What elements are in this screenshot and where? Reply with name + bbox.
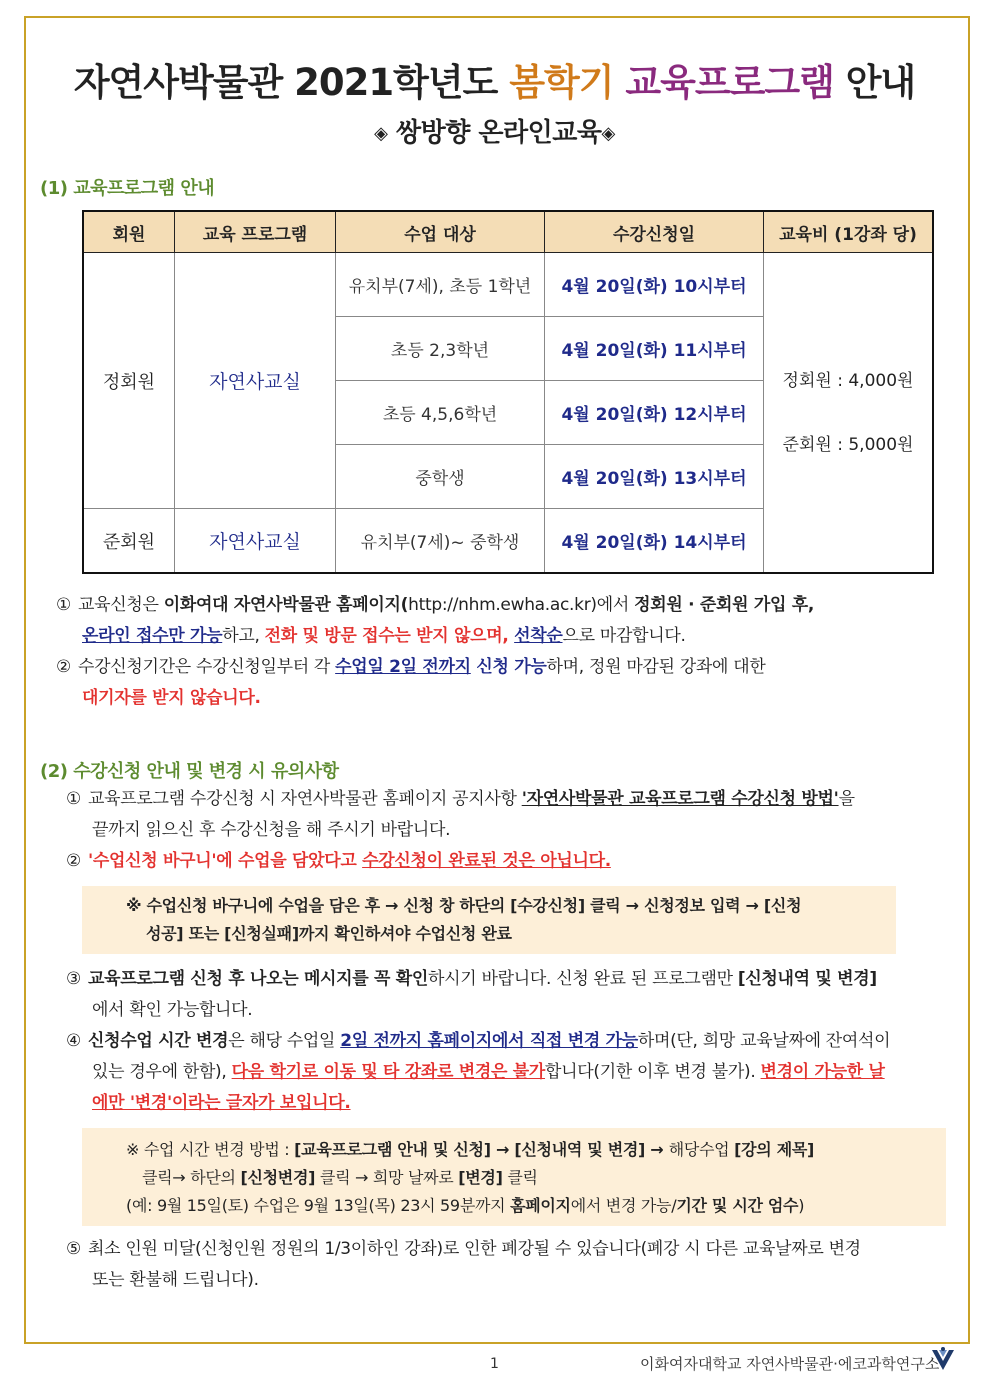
signup-date: 4월 20일(화) 10시부터 [545,253,764,317]
header-fee: 교육비 (1강좌 당) [764,211,934,253]
member-regular: 정회원 [83,253,175,509]
museum-logo-icon [930,1346,956,1372]
page-title: 자연사박물관 2021학년도 봄학기 교육프로그램 안내 [73,61,916,104]
footer-organization: 이화여자대학교 자연사박물관·에코과학연구소 [640,1355,940,1373]
signup-date: 4월 20일(화) 11시부터 [545,317,764,381]
header-target: 수업 대상 [336,211,545,253]
note-2: ② 수강신청기간은 수강신청일부터 각 수업일 2일 전까지 신청 가능하며, 정원 마감된 강좌에 대한 [56,657,766,677]
header-program: 교육 프로그램 [175,211,336,253]
page-subtitle: ◈ 쌍방향 온라인교육◈ [374,118,615,148]
program-table [82,210,934,574]
notes-signup-1: ① 교육프로그램 수강신청 시 자연사박물관 홈페이지 공지사항 '자연사박물관 교육프로그램 수강신청 방법'을 끝까지 읽으신 후 수강신청을 해 주시기 바랍니다. ② '수업신청 바구니'에 수업을 담았다고 수강신청이 완료된 것은 아닙니다. [66,784,956,877]
class-target: 유치부(7세), 초등 1학년 [336,253,545,317]
fee-cell [764,253,934,574]
table-header-row [83,211,933,253]
note-1: ① 교육프로그램 수강신청 시 자연사박물관 홈페이지 공지사항 '자연사박물관 교육프로그램 수강신청 방법'을 [66,789,855,809]
header-date: 수강신청일 [545,211,764,253]
diamond-icon: ◈ [601,123,615,144]
program-name: 자연사교실 [175,253,336,509]
fee-associate: 준회원 : 5,000원 [782,434,914,455]
member-associate: 준회원 [83,509,175,574]
notes-application: ① 교육신청은 이화여대 자연사박물관 홈페이지(http://nhm.ewha.ac.kr)에서 정회원 · 준회원 가입 후, 온라인 접수만 가능하고, 전화 및 방문 접수는 받지 않으며, 선착순으로 마감합니다. ② 수강신청기간은 수강신청일부터 각 수업일 2일 전까지 신청 가능하며, 정원 마감된 강좌에 대한 대기자를 받지 않습니다. [56,590,946,714]
note-3: ③ 교육프로그램 신청 후 나오는 메시지를 꼭 확인하시기 바랍니다. 신청 완료 된 프로그램만 [신청내역 및 변경] [66,969,877,989]
table-row [83,253,933,317]
homepage-link[interactable]: http://nhm.ewha.ac.kr [408,595,591,615]
class-target: 중학생 [336,445,545,509]
class-target: 초등 2,3학년 [336,317,545,381]
notice-box-change: ※ 수업 시간 변경 방법 : [교육프로그램 안내 및 신청] → [신청내역 및 변경] → 해당수업 [강의 제목] 클릭→ 하단의 [신청변경] 클릭 → 희망 날짜로 [변경] 클릭 (예: 9월 15일(토) 수업은 9월 13일(목) 23시 59분까지 홈페이지에서 변경 가능/기간 및 시간 엄수) [82,1128,946,1226]
fee-regular: 정회원 : 4,000원 [782,370,914,391]
signup-date: 4월 20일(화) 14시부터 [545,509,764,574]
program-name: 자연사교실 [175,509,336,574]
section-title-programs: (1) 교육프로그램 안내 [40,178,215,199]
note-2: ② '수업신청 바구니'에 수업을 담았다고 수강신청이 완료된 것은 아닙니다. [66,851,611,871]
notes-signup-2: ③ 교육프로그램 신청 후 나오는 메시지를 꼭 확인하시기 바랍니다. 신청 완료 된 프로그램만 [신청내역 및 변경] 에서 확인 가능합니다. ④ 신청수업 시간 변경은 해당 수업일 2일 전까지 홈페이지에서 직접 변경 가능하며(단, 희망 교육날짜에 잔여석이 있는 경우에 한함), 다음 학기로 이동 및 타 강좌로 변경은 불가합니다(기한 이후 변경 불가). 변경이 가능한 날 에만 '변경'이라는 글자가 보입니다. [66,964,960,1119]
header-member: 회원 [83,211,175,253]
page-number: 1 [490,1356,499,1372]
diamond-icon: ◈ [374,123,388,144]
class-target: 유치부(7세)~ 중학생 [336,509,545,574]
class-target: 초등 4,5,6학년 [336,381,545,445]
section-title-signup: (2) 수강신청 안내 및 변경 시 유의사항 [40,761,339,782]
notes-signup-3: ⑤ 최소 인원 미달(신청인원 정원의 1/3이하인 강좌)로 인한 폐강될 수 있습니다(폐강 시 다른 교육날짜로 변경 또는 환불해 드립니다). [66,1234,960,1296]
signup-date: 4월 20일(화) 12시부터 [545,381,764,445]
signup-date: 4월 20일(화) 13시부터 [545,445,764,509]
notice-box-basket: ※ 수업신청 바구니에 수업을 담은 후 → 신청 창 하단의 [수강신청] 클릭 → 신청정보 입력 → [신청 성공] 또는 [신청실패]까지 확인하셔야 수업신청 완료 [82,886,896,954]
note-4: ④ 신청수업 시간 변경은 해당 수업일 2일 전까지 홈페이지에서 직접 변경 가능하며(단, 희망 교육날짜에 잔여석이 [66,1031,891,1051]
note-1: ① 교육신청은 이화여대 자연사박물관 홈페이지(http://nhm.ewha.ac.kr)에서 정회원 · 준회원 가입 후, [56,595,814,615]
note-5: ⑤ 최소 인원 미달(신청인원 정원의 1/3이하인 강좌)로 인한 폐강될 수 있습니다(폐강 시 다른 교육날짜로 변경 [66,1239,861,1259]
